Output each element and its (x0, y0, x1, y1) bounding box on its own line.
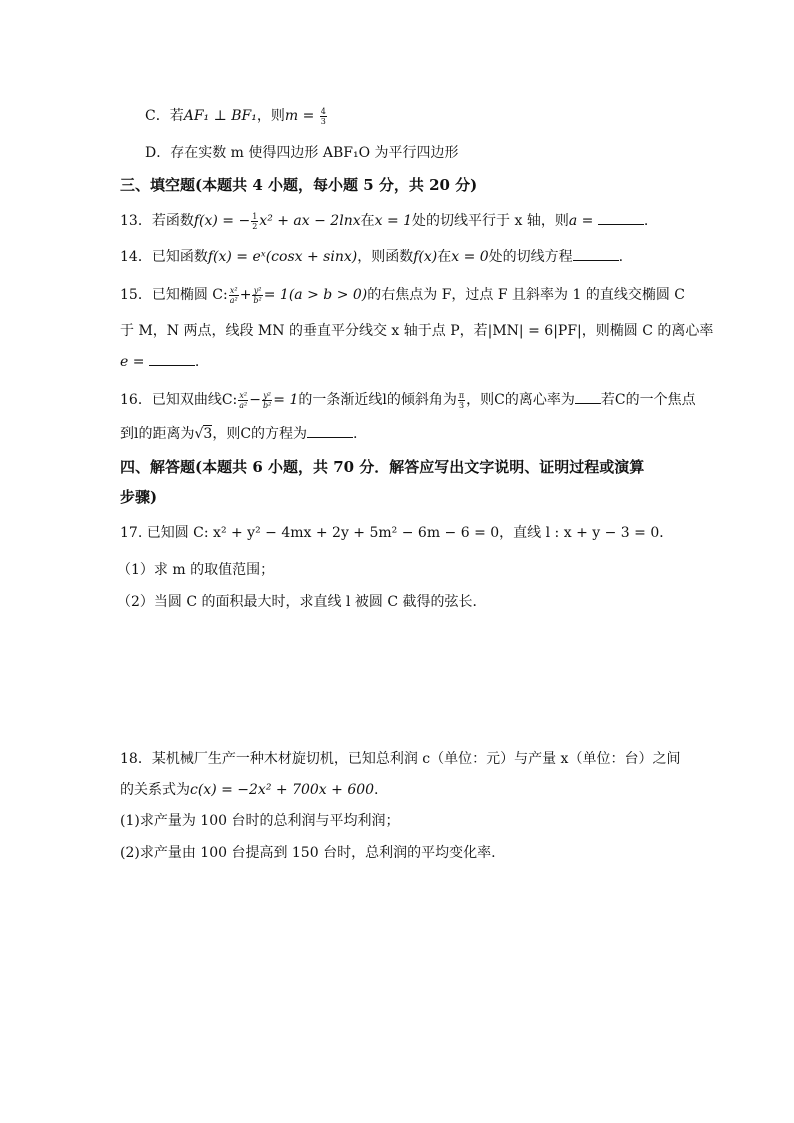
q16-suffix2: 若C的一个焦点 (600, 392, 696, 408)
q16-end: . (353, 426, 358, 442)
q16-prefix: 16．已知双曲线C: (120, 392, 238, 408)
q13-fraction: $\frac{1}{2}$ (252, 211, 258, 231)
q13-suffix: 处的切线平行于 x 轴，则 (412, 213, 569, 229)
option-c-mid: ，则 (256, 108, 285, 124)
q16-sqrt: √3 (194, 426, 213, 442)
q14-expr: f(x) = eˣ(cosx + sinx) (207, 249, 358, 265)
q15-prefix: 15．已知椭圆 C: (120, 287, 228, 303)
q13-at: x = 1 (374, 213, 413, 229)
option-c-condition: AF₁ ⊥ BF₁ (183, 108, 257, 124)
q18-expr: c(x) = −2x² + 700x + 600 (190, 782, 375, 798)
question-17-part-1: （1）求 m 的取值范围； (117, 562, 275, 578)
q14-fx: f(x) (413, 249, 438, 265)
q16-line2-b: ，则C的方程为 (212, 426, 308, 442)
q15-eq: = 1(a > b > 0) (263, 287, 368, 303)
option-c-label: C．若 (145, 108, 184, 124)
q13-expr-b: x² + ax − 2lnx (259, 213, 361, 229)
q16-fraction-y: $\frac{\text{y²}}{\text{b²}}$ (262, 390, 272, 410)
question-18-part-2: (2)求产量由 100 台提高到 150 台时，总利润的平均变化率. (120, 845, 496, 861)
q16-mid: 的一条渐近线l的倾斜角为 (298, 392, 457, 408)
question-16-line-1 (120, 390, 696, 410)
q15-fraction-y: $\frac{\text{y²}}{\text{b²}}$ (253, 285, 262, 305)
question-18-line-2 (120, 780, 379, 800)
question-18-line-1: 18．某机械厂生产一种木材旋切机，已知总利润 c（单位：元）与产量 x（单位：台）之间 (120, 751, 681, 767)
option-c-fraction: $\frac{4}{3}$ (320, 106, 326, 126)
q14-at: x = 0 (451, 249, 489, 265)
q16-suffix: ，则C的离心率为 (466, 392, 575, 408)
question-18-part-1: (1)求产量为 100 台时的总利润与平均利润； (120, 813, 400, 829)
question-15-line-2: 于 M，N 两点，线段 MN 的垂直平分线交 x 轴于点 P，若|MN| = 6|PF|，则椭圆 C 的离心率 (120, 323, 714, 339)
question-16-line-2 (120, 424, 358, 444)
q13-end: . (643, 213, 649, 229)
q14-prefix: 14．已知函数 (120, 249, 208, 265)
q16-fraction-x: $\frac{\text{x²}}{\text{a²}}$ (239, 390, 248, 410)
option-d: D．存在实数 m 使得四边形 ABF₁O 为平行四边形 (145, 145, 459, 161)
question-17-part-2: （2）当圆 C 的面积最大时，求直线 l 被圆 C 截得的弦长． (117, 594, 487, 610)
q14-suffix: 处的切线方程 (488, 249, 573, 265)
q14-end: . (618, 249, 624, 265)
section-3-title: 三、填空题(本题共 4 小题，每小题 5 分，共 20 分) (120, 176, 478, 194)
question-17-stem: 17. 已知圆 C: x² + y² − 4mx + 2y + 5m² − 6m − 6 = 0，直线 l : x + y − 3 = 0． (120, 525, 674, 541)
q13-lhs: a = (568, 213, 594, 229)
question-15-line-3 (120, 352, 199, 372)
q16-angle-fraction: $\frac{\pi}{3}$ (458, 390, 465, 410)
q15-line1-suffix: 的右焦点为 F，过点 F 且斜率为 1 的直线交椭圆 C (367, 287, 685, 303)
option-c-lhs: m = (284, 108, 315, 124)
q16-answer-blank-1[interactable] (575, 391, 601, 404)
q16-minus: − (249, 392, 261, 408)
q14-answer-blank[interactable] (573, 248, 619, 261)
q16-answer-blank-2[interactable] (307, 425, 353, 438)
question-14 (120, 247, 623, 267)
q15-end: . (194, 354, 200, 370)
section-4-title-line-2: 步骤) (120, 488, 158, 506)
q13-mid: 在 (360, 213, 375, 229)
q13-answer-blank[interactable] (598, 212, 644, 225)
q15-fraction-x: $\frac{\text{x²}}{\text{a²}}$ (229, 285, 238, 305)
q18-end: . (374, 782, 379, 798)
question-15-line-1 (120, 285, 685, 305)
q18-line2-a: 的关系式为 (120, 782, 190, 798)
q14-mid2: 在 (437, 249, 452, 265)
option-c (145, 106, 328, 126)
q15-lhs: e = (120, 354, 145, 370)
q13-prefix: 13．若函数 (120, 213, 194, 229)
section-4-title-line-1: 四、解答题(本题共 6 小题，共 70 分．解答应写出文字说明、证明过程或演算 (120, 458, 645, 476)
q15-answer-blank[interactable] (149, 353, 195, 366)
q16-line2-a: 到l的距离为 (120, 426, 195, 442)
q15-plus: + (239, 287, 252, 303)
q13-expr-a: f(x) = − (193, 213, 251, 229)
q14-mid: ，则函数 (357, 249, 414, 265)
question-13 (120, 211, 648, 231)
q16-eq: = 1 (273, 392, 299, 408)
